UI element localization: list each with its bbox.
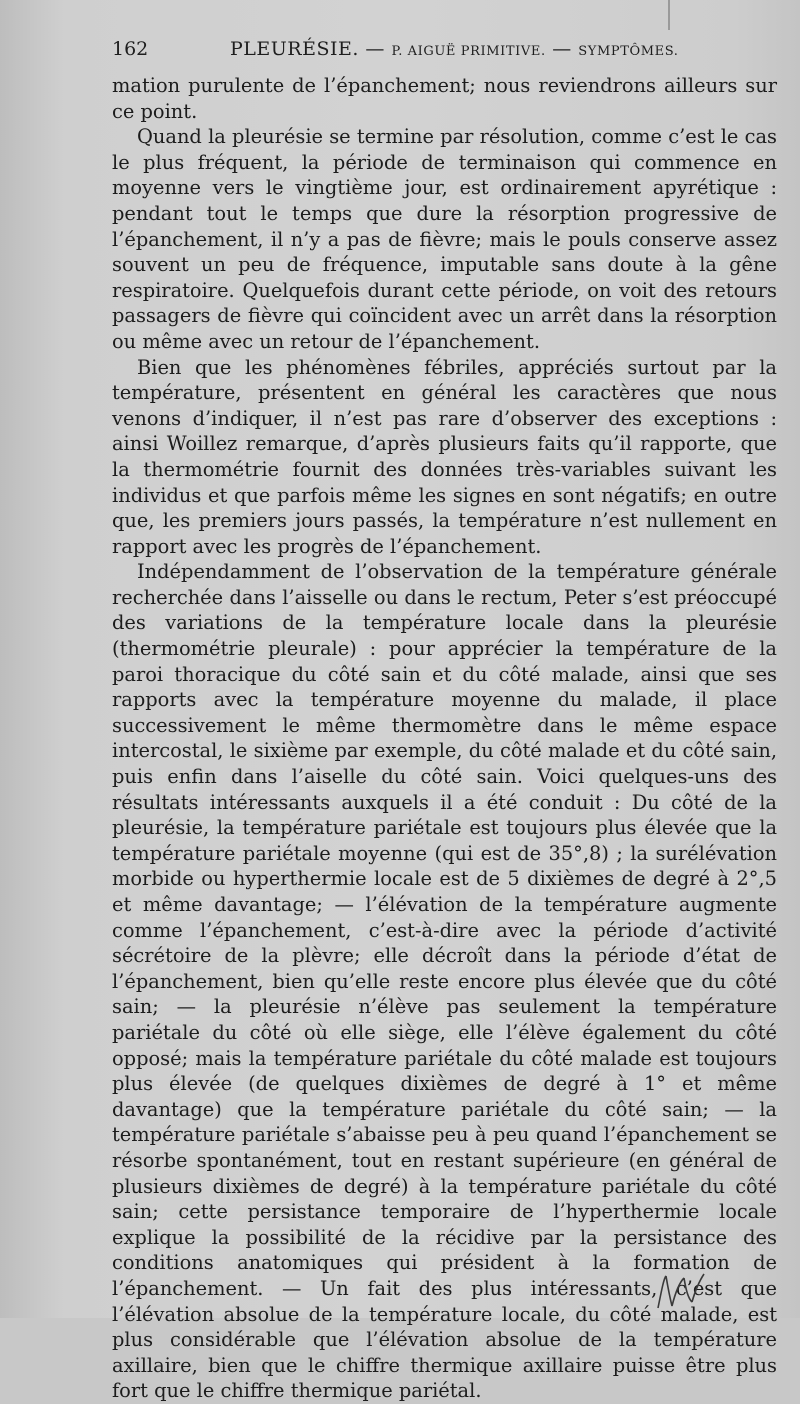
page-number: 162 <box>112 38 149 60</box>
paragraph-local-temperature: Indépendamment de l’observation de la température générale recherchée dans l’aisselle ou dans le rectum, Peter s’est préoccupé des variations de la température locale dans la pleurésie (thermométrie pleurale) : pour apprécier la température de la paroi thoracique du côté sain et du côté malade, ainsi que ses rapports avec la température moyenne du malade, il place successivement le même thermomètre dans le même espace intercostal, le sixième par exemple, du côté malade et du côté sain, puis enfin dans l’aiselle du côté sain. Voici quelques-uns des résultats intéressants auxquels il a été conduit : Du côté de la pleurésie, la température pariétale est toujours plus élevée que la température pariétale moyenne (qui est de 35°,8) ; la surélévation morbide ou hyperthermie locale est de 5 dixièmes de degré à 2°,5 et même davantage; — l’élévation de la température augmente comme l’épanchement, c’est-à-dire avec la période d’activité sécrétoire de la plèvre; elle décroît dans la période d’état de l’épanchement, bien qu’elle reste encore plus élevée que du côté sain; — la pleurésie n’élève pas seulement la température pariétale du côté où elle siège, elle l’élève également du côté opposé; mais la température pariétale du côté malade est toujours plus élevée (de quelques dixièmes de degré à 1° et même davantage) que la température pariétale du côté sain; — la température pariétale s’abaisse peu à peu quand l’épanchement se résorbe spontanément, tout en restant supérieure (en général de plusieurs dixièmes de degré) à la température pariétale du côté sain; cette persistance temporaire de l’hyperthermie locale explique la possibilité de la récidive par la persistance des conditions anatomiques qui président à la formation de l’épanchement. — Un fait des plus intéressants, c’est que l’élévation absolue de la température locale, du côté malade, est plus considérable que l’élévation absolue de la température axillaire, bien que le chiffre thermique axillaire puisse être plus fort que le chiffre thermique pariétal. <box>112 560 777 1403</box>
page-fold-mark <box>668 0 670 30</box>
running-title-subsection: SYMPTÔMES. <box>578 44 679 59</box>
running-header <box>112 38 780 68</box>
running-title-separator: — <box>358 38 392 60</box>
body-text <box>112 73 777 1404</box>
paragraph-resolution: Quand la pleurésie se termine par résolution, comme c’est le cas le plus fréquent, la période de terminaison qui commence en moyenne vers le vingtième jour, est ordinairement apyrétique : pendant tout le temps que dure la résorption progressive de l’épanchement, il n’y a pas de fièvre; mais le pouls conserve assez souvent un peu de fréquence, imputable sans doute à la gêne respiratoire. Quelquefois durant cette période, on voit des retours passagers de fièvre qui coïncident avec un arrêt dans la résorption ou même avec un retour de l’épanchement. <box>112 125 777 353</box>
paragraph-exceptions: Bien que les phénomènes fébriles, appréciés surtout par la température, présentent en général les caractères que nous venons d’indiquer, il n’est pas rare d’observer des exceptions : ainsi Woillez remarque, d’après plusieurs faits qu’il rapporte, que la thermométrie fournit des données très-variables suivant les individus et que parfois même les signes en sont négatifs; en outre que, les premiers jours passés, la température n’est nullement en rapport avec les progrès de l’épanchement. <box>112 355 777 558</box>
running-title <box>230 38 679 60</box>
running-title-section: P. AIGUË PRIMITIVE. <box>391 44 546 59</box>
running-title-separator: — <box>545 38 579 60</box>
handwritten-mark <box>650 1268 710 1313</box>
paragraph-continuation: mation purulente de l’épanchement; nous reviendrons ailleurs sur ce point. <box>112 74 777 123</box>
running-title-main: PLEURÉSIE. <box>230 38 359 60</box>
